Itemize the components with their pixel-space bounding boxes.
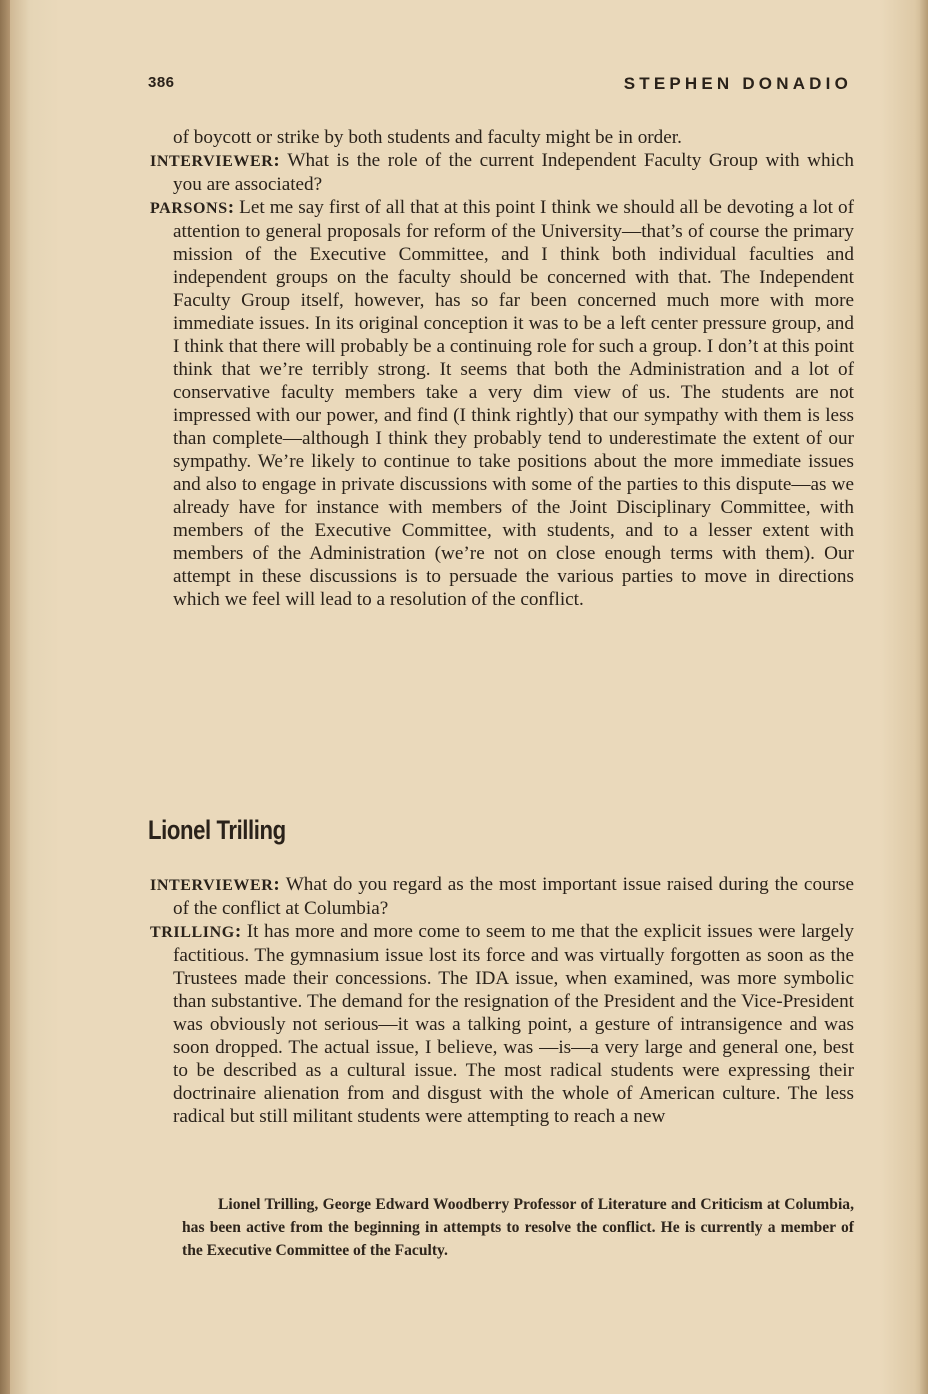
question-text: What do you regard as the most important issue raised during the course of the conflict at Columbia? [173, 874, 854, 919]
question-text: What is the role of the current Independent Faculty Group with which you are associated? [173, 150, 855, 195]
speaker-label: PARSONS [150, 200, 228, 217]
interviewer-question: INTERVIEWER: What do you regard as the most important issue raised during the course of the conflict at Columbia? [150, 874, 854, 919]
interviewer-question: INTERVIEWER: What is the role of the current Independent Faculty Group with which you are associated? [150, 150, 855, 195]
section-heading: Lionel Trilling [148, 815, 286, 845]
page-header [148, 74, 852, 98]
answer-text: Let me say first of all that at this point I think we should all be devoting a lot of attention to general proposals for reform of the University—that’s of course the primary mission of the Executive Committee, and I think both individual faculties and independent groups on the faculty should be concerned with that. The Independent Faculty Group itself, however, has so far been concerned much more with more immediate issues. In its original conception it was to be a left center pressure group, and I think that there will probably be a continuing role for such a group. I don’t at this point think that we’re terribly strong. It seems that both the Administration and a lot of conservative faculty members take a very dim view of us. The students are not impressed with our power, and find (I think rightly) that our sympathy with them is less than complete—although I think they probably tend to underestimate the extent of our sympathy. We’re likely to continue to take positions about the more immediate issues and also to engage in private discussions with some of the parties to this dispute—as we already have for instance with members of the Joint Disciplinary Committee, with members of the Executive Committee, with students, and to a lesser extent with members of the Administration (we’re not on close enough terms with them). Our attempt in these discussions is to persuade the various parties to move in directions which we feel will lead to a resolution of the conflict. [173, 197, 854, 610]
speaker-label: INTERVIEWER [150, 153, 274, 170]
speaker-label: INTERVIEWER [150, 877, 274, 894]
trilling-interview [148, 873, 854, 1128]
page-gutter-shadow [0, 0, 10, 1394]
answer-text: It has more and more come to seem to me that the explicit issues were largely factitious. The gymnasium issue lost its force and was virtually forgotten as soon as the Trustees made their concessions. The IDA issue, when examined, was more symbolic than substantive. The demand for the resignation of the President and the Vice-President was obviously not serious—it was a talking point, a gesture of intransigence and was soon dropped. The actual issue, I believe, was —is—a very large and general one, best to be described as a cultural issue. The most radical students were expressing their doctrinaire alienation from and disgust with the whole of American culture. The less radical but still militant students were attempting to reach a new [173, 921, 855, 1127]
page-edge-shadow [920, 0, 928, 1394]
parsons-answer: PARSONS: Let me say first of all that at this point I think we should all be devoting a lot of attention to general proposals for reform of the University—that’s of course the primary mission of the Executive Committee, and I think both individual faculties and independent groups on the faculty should be concerned with that. The Independent Faculty Group itself, however, has so far been concerned much more with more immediate issues. In its original conception it was to be a left center pressure group, and I think that there will probably be a continuing role for such a group. I don’t at this point think that we’re terribly strong. It seems that both the Administration and a lot of conservative faculty members take a very dim view of us. The students are not impressed with our power, and find (I think rightly) that our sympathy with them is less than complete—although I think they probably tend to underestimate the extent of our sympathy. We’re likely to continue to take positions about the more immediate issues and also to engage in private discussions with some of the parties to this dispute—as we already have for instance with members of the Joint Disciplinary Committee, with members of the Executive Committee, with students, and to a lesser extent with members of the Administration (we’re not on close enough terms with them). Our attempt in these discussions is to persuade the various parties to move in directions which we feel will lead to a resolution of the conflict. [150, 197, 854, 610]
page-number: 386 [148, 74, 175, 91]
continuation-paragraph: of boycott or strike by both students and faculty might be in order. [173, 127, 682, 148]
trilling-answer: TRILLING: It has more and more come to seem to me that the explicit issues were largely factitious. The gymnasium issue lost its force and was virtually forgotten as soon as the Trustees made their concessions. The IDA issue, when examined, was more symbolic than substantive. The demand for the resignation of the President and the Vice-President was obviously not serious—it was a talking point, a gesture of intransigence and was soon dropped. The actual issue, I believe, was —is—a very large and general one, best to be described as a cultural issue. The most radical students were expressing their doctrinaire alienation from and disgust with the whole of American culture. The less radical but still militant students were attempting to reach a new [150, 921, 855, 1127]
parsons-interview [148, 126, 854, 611]
speaker-label: TRILLING [150, 924, 235, 941]
biographical-footnote: Lionel Trilling, George Edward Woodberry Professor of Literature and Criticism at Columbia, has been active from the beginning in attempts to resolve the conflict. He is currently a member of the Executive Committee of the Faculty. [182, 1196, 854, 1259]
running-head: STEPHEN DONADIO [623, 74, 852, 93]
